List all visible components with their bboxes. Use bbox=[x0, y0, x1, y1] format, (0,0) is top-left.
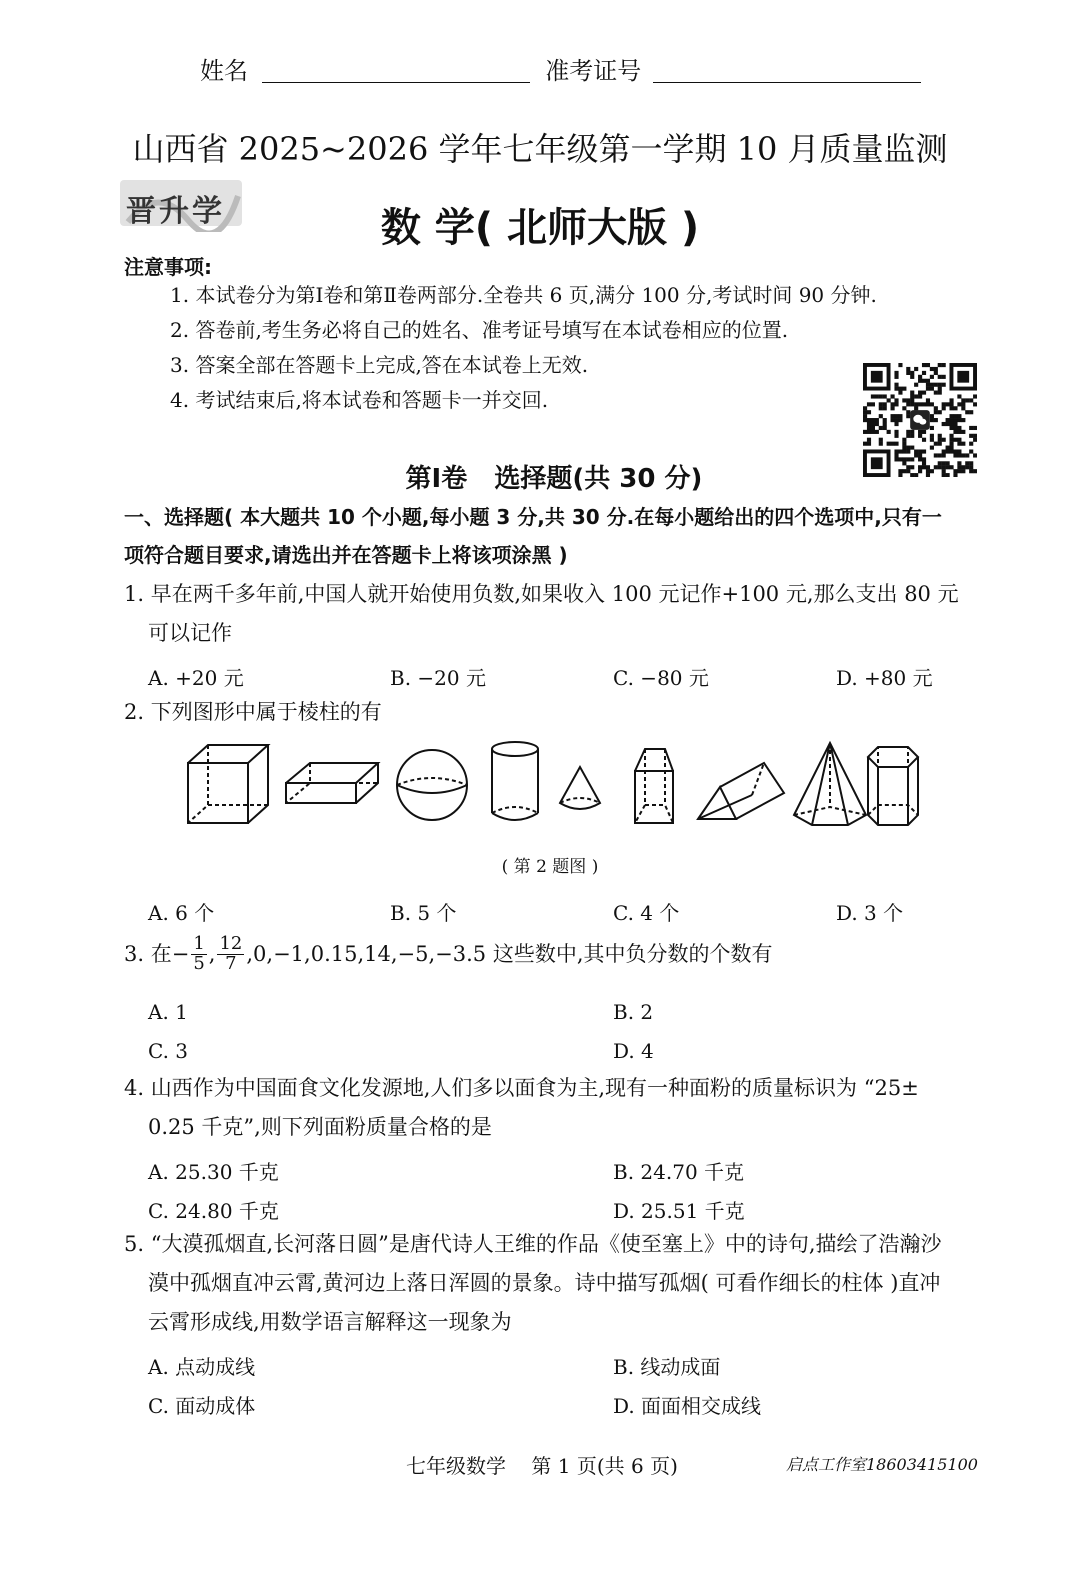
section-instruction-1: 一、选择题( 本大题共 10 个小题,每小题 3 分,共 30 分.在每小题给出的四个选项中,只有一 bbox=[124, 505, 942, 529]
q1-option-a: A. +20 元 bbox=[148, 666, 244, 690]
triangular-prism-shape bbox=[698, 763, 784, 819]
hexagonal-prism-shape bbox=[868, 747, 918, 825]
section-title: 第Ⅰ卷 选择题(共 30 分) bbox=[405, 464, 703, 494]
notice-item-2: 2. 答卷前,考生务必将自己的姓名、准考证号填写在本试卷相应的位置. bbox=[170, 318, 789, 342]
q2-option-b: B. 5 个 bbox=[390, 901, 457, 925]
notice-heading: 注意事项: bbox=[124, 255, 212, 279]
q5-option-a: A. 点动成线 bbox=[148, 1355, 256, 1379]
q2-option-c: C. 4 个 bbox=[613, 901, 680, 925]
q2-option-d: D. 3 个 bbox=[836, 901, 904, 925]
q3-fraction-2 bbox=[217, 935, 244, 974]
q3-fraction-2-numerator: 12 bbox=[219, 933, 243, 954]
section-instruction-2: 项符合题目要求,请选出并在答题卡上将该项涂黑 ) bbox=[124, 543, 568, 567]
q3-option-b: B. 2 bbox=[613, 1000, 654, 1024]
q3-option-a: A. 1 bbox=[148, 1000, 188, 1024]
q3-option-d: D. 4 bbox=[613, 1039, 654, 1063]
q4-option-c: C. 24.80 千克 bbox=[148, 1199, 279, 1223]
q3-fraction-1-numerator: 1 bbox=[193, 933, 205, 954]
q1-option-d: D. +80 元 bbox=[836, 666, 933, 690]
q3-line-1 bbox=[124, 935, 773, 974]
notice-item-3: 3. 答案全部在答题卡上完成,答在本试卷上无效. bbox=[170, 353, 589, 377]
exam-title: 山西省 2025~2026 学年七年级第一学期 10 月质量监测 bbox=[132, 130, 948, 168]
name-label: 姓名 bbox=[200, 57, 248, 85]
q4-option-d: D. 25.51 千克 bbox=[613, 1199, 745, 1223]
q4-option-a: A. 25.30 千克 bbox=[148, 1160, 279, 1184]
q1-option-b: B. −20 元 bbox=[390, 666, 486, 690]
q5-option-c: C. 面动成体 bbox=[148, 1394, 256, 1418]
q5-line-1: 5. “大漠孤烟直,长河落日圆”是唐代诗人王维的作品《使至塞上》中的诗句,描绘了浩瀚沙 bbox=[124, 1232, 942, 1256]
q3-fraction-2-denominator: 7 bbox=[225, 952, 237, 974]
student-info-row bbox=[200, 58, 921, 83]
q1-option-c: C. −80 元 bbox=[613, 666, 709, 690]
q3-fraction-1 bbox=[191, 935, 206, 974]
q3-prefix: 3. 在− bbox=[124, 941, 190, 966]
q1-line-2: 可以记作 bbox=[148, 621, 232, 645]
cone-shape bbox=[560, 767, 600, 809]
q3-suffix: ,0,−1,0.15,14,−5,−3.5 这些数中,其中负分数的个数有 bbox=[246, 941, 773, 966]
footer-studio: 启点工作室18603415100 bbox=[786, 1455, 978, 1474]
cuboid-shape bbox=[286, 763, 378, 803]
pyramid-shape bbox=[794, 743, 866, 825]
cube-shape bbox=[188, 745, 268, 823]
q4-option-b: B. 24.70 千克 bbox=[613, 1160, 745, 1184]
footer-page-info: 七年级数学 第 1 页(共 6 页) bbox=[406, 1454, 678, 1478]
q5-option-d: D. 面面相交成线 bbox=[613, 1394, 762, 1418]
exam-id-label: 准考证号 bbox=[545, 57, 642, 85]
q2-option-a: A. 6 个 bbox=[148, 901, 215, 925]
q5-line-3: 云霄形成线,用数学语言解释这一现象为 bbox=[148, 1310, 512, 1334]
q4-line-1: 4. 山西作为中国面食文化发源地,人们多以面食为主,现有一种面粉的质量标识为 “25± bbox=[124, 1076, 919, 1100]
q2-figure bbox=[180, 735, 930, 835]
cylinder-shape bbox=[492, 742, 538, 820]
q3-fraction-1-denominator: 5 bbox=[193, 952, 205, 974]
q5-option-b: B. 线动成面 bbox=[613, 1355, 721, 1379]
subject-title: 数 学( 北师大版 ) bbox=[380, 205, 700, 251]
exam-id-blank bbox=[653, 58, 921, 83]
name-blank bbox=[262, 58, 530, 83]
q1-line-1: 1. 早在两千多年前,中国人就开始使用负数,如果收入 100 元记作+100 元,那么支出 80 元 bbox=[124, 582, 959, 606]
notice-item-4: 4. 考试结束后,将本试卷和答题卡一并交回. bbox=[170, 388, 549, 412]
q3-comma: , bbox=[208, 941, 216, 966]
frustum-shape bbox=[635, 749, 673, 823]
q2-line-1: 2. 下列图形中属于棱柱的有 bbox=[124, 700, 382, 724]
q5-line-2: 漠中孤烟直冲云霄,黄河边上落日浑圆的景象。诗中描写孤烟( 可看作细长的柱体 )直冲 bbox=[148, 1271, 941, 1295]
sphere-shape bbox=[397, 750, 467, 820]
q2-caption: ( 第 2 题图 ) bbox=[501, 857, 599, 877]
notice-item-1: 1. 本试卷分为第Ⅰ卷和第Ⅱ卷两部分.全卷共 6 页,满分 100 分,考试时间 90 分钟. bbox=[170, 283, 877, 307]
q4-line-2: 0.25 千克”,则下列面粉质量合格的是 bbox=[148, 1115, 492, 1139]
q3-option-c: C. 3 bbox=[148, 1039, 189, 1063]
logo-text: 晋升学 bbox=[126, 194, 225, 229]
